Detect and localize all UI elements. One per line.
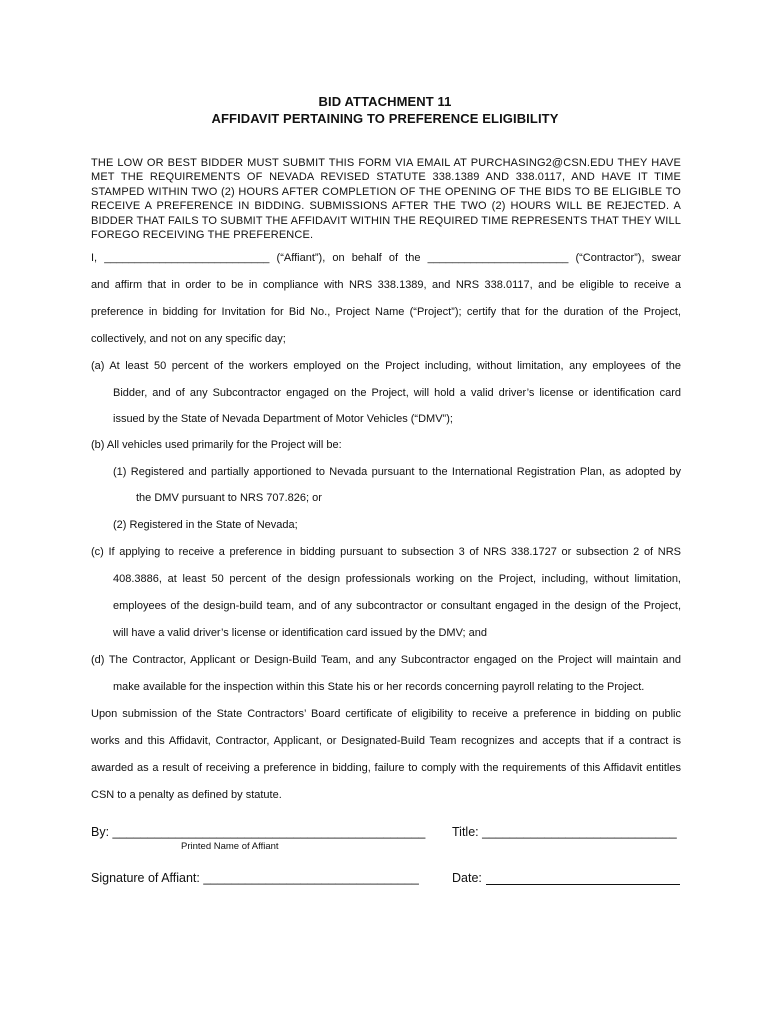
clause-c-line-1: (c) If applying to receive a preference in bidding pursuant to subsection 3 of NRS 338.1727 or subsection 2 of NRS bbox=[91, 546, 681, 558]
clause-b1-line-1: (1) Registered and partially apportioned to Nevada pursuant to the International Registration Plan, as adopted by bbox=[113, 466, 681, 478]
printed-name-caption: Printed Name of Affiant bbox=[181, 841, 279, 852]
intro-line-2: and affirm that in order to be in compliance with NRS 338.1389, and NRS 338.0117, and be eligible to receive a bbox=[91, 279, 681, 291]
penalty-paragraph-line-3: awarded as a result of receiving a preference in bidding, failure to comply with the requirements of this Affidavit entitles bbox=[91, 762, 681, 774]
intro-line-1: I, ___________________________ (“Affiant”), on behalf of the _______________________ (“Contractor”), swear bbox=[91, 252, 681, 264]
clause-b1-line-2: the DMV pursuant to NRS 707.826; or bbox=[136, 492, 322, 504]
clause-b2-line-1: (2) Registered in the State of Nevada; bbox=[113, 519, 298, 531]
date-label: Date: bbox=[452, 871, 482, 885]
clause-c-line-2: 408.3886, at least 50 percent of the design professionals working on the Project, including, without limitation, bbox=[113, 573, 681, 585]
by-field[interactable]: By: _____________________________________________ bbox=[91, 825, 426, 839]
clause-a-line-2: Bidder, and of any Subcontractor engaged on the Project, will hold a valid driver’s license or identification card bbox=[113, 387, 681, 399]
signature-field[interactable]: Signature of Affiant: _______________________________ bbox=[91, 871, 419, 885]
clause-a-line-1: (a) At least 50 percent of the workers employed on the Project including, without limitation, any employees of the bbox=[91, 360, 681, 372]
date-field-line[interactable] bbox=[486, 884, 680, 885]
penalty-paragraph-line-4: CSN to a penalty as defined by statute. bbox=[91, 789, 282, 801]
intro-line-4: collectively, and not on any specific day; bbox=[91, 333, 286, 345]
intro-line-3: preference in bidding for Invitation for Bid No., Project Name (“Project”); certify that for the duration of the Project, bbox=[91, 306, 681, 318]
clause-c-line-4: will have a valid driver’s license or identification card issued by the DMV; and bbox=[113, 627, 487, 639]
clause-d-line-2: make available for the inspection within this State his or her records concerning payroll relating to the Project. bbox=[113, 681, 645, 693]
clause-b-line-1: (b) All vehicles used primarily for the Project will be: bbox=[91, 439, 342, 451]
clause-c-line-3: employees of the design-build team, and of any subcontractor or consultant engaged in the design of the Project, bbox=[113, 600, 681, 612]
clause-d-line-1: (d) The Contractor, Applicant or Design-Build Team, and any Subcontractor engaged on the Project will maintain and bbox=[91, 654, 681, 666]
submission-notice: THE LOW OR BEST BIDDER MUST SUBMIT THIS FORM VIA EMAIL AT PURCHASING2@CSN.EDU THEY HAVE MET THE REQUIREMENTS OF NEVADA REVISED STATUTE 338.1389 AND 338.0117, AND HAVE IT TIME STAMPED WITHIN TWO (2) HOURS AFTER COMPLETION OF THE OPENING OF THE BIDS TO BE ELIGIBLE TO RECEIVE A PREFERENCE IN BIDDING. SUBMISSIONS AFTER THE TWO (2) HOURS WILL BE REJECTED. A BIDDER THAT FAILS TO SUBMIT THE AFFIDAVIT WITHIN THE REQUIRED TIME REPRESENTS THAT THEY WILL FOREGO RECEIVING THE PREFERENCE. bbox=[91, 157, 681, 242]
document-subtitle: AFFIDAVIT PERTAINING TO PREFERENCE ELIGIBILITY bbox=[211, 111, 559, 126]
penalty-paragraph-line-1: Upon submission of the State Contractors’ Board certificate of eligibility to receive a preference in bidding on public bbox=[91, 708, 681, 720]
clause-a-line-3: issued by the State of Nevada Department of Motor Vehicles (“DMV”); bbox=[113, 413, 453, 425]
document-title: BID ATTACHMENT 11 bbox=[318, 94, 452, 109]
penalty-paragraph-line-2: works and this Affidavit, Contractor, Applicant, or Designated-Build Team recognizes and accepts that if a contract is bbox=[91, 735, 681, 747]
title-field[interactable]: Title: ____________________________ bbox=[452, 825, 677, 839]
